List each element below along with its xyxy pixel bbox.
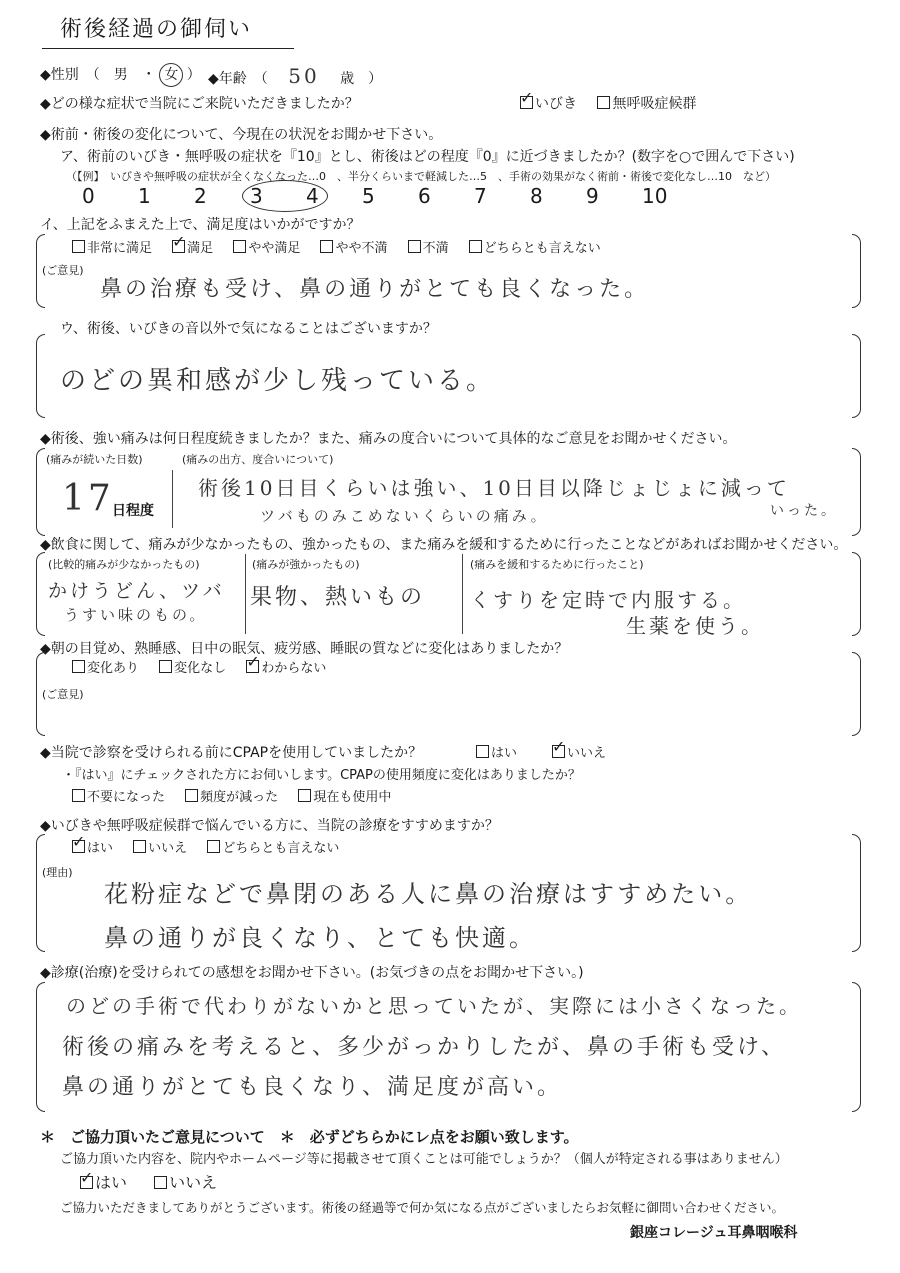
cpap-question: ◆当院で診察を受けられる前にCPAPを使用していましたか？ bbox=[40, 745, 423, 761]
comment-label: (ご意見) bbox=[42, 264, 84, 277]
checkbox-icon bbox=[597, 96, 610, 109]
score-8[interactable]: 8 bbox=[530, 184, 543, 208]
clinic-name: 銀座コレージュ耳鼻咽喉科 bbox=[630, 1225, 798, 1241]
food-question: ◆飲食に関して、痛みが少なかったもの、強かったもの、また痛みを緩和するために行ったことなどがあればお聞かせください。 bbox=[40, 537, 848, 553]
option-yes[interactable]: ✓はい bbox=[72, 841, 113, 856]
food-col3-line2[interactable]: 生薬を使う。 bbox=[626, 614, 764, 638]
option-satisfied[interactable]: ✓ 満足 bbox=[172, 241, 213, 256]
consent-options bbox=[80, 1170, 217, 1193]
score-7[interactable]: 7 bbox=[474, 184, 487, 208]
page-title: 術後経過の御伺い bbox=[60, 17, 253, 42]
option-unknown[interactable]: ✓ わからない bbox=[246, 661, 326, 676]
bracket-right bbox=[852, 334, 861, 418]
bracket-right bbox=[852, 652, 861, 736]
checkbox-icon bbox=[154, 1176, 167, 1189]
impression-line2[interactable]: 術後の痛みを考えると、多少がっかりしたが、鼻の手術も受け、 bbox=[62, 1035, 787, 1060]
other-concern-answer[interactable]: のどの異和感が少し残っている。 bbox=[60, 366, 496, 396]
score-10[interactable]: 10 bbox=[642, 184, 668, 208]
score-selection-mark bbox=[242, 180, 328, 212]
pain-question: ◆術後、強い痛みは何日程度続きましたか？また、痛みの度合いについて具体的なご意見をお聞かせください。 bbox=[40, 431, 737, 447]
score-9[interactable]: 9 bbox=[586, 184, 599, 208]
option-less-frequent[interactable]: 頻度が減った bbox=[185, 790, 278, 805]
consent-note: ＊ ご協力頂いたご意見について ＊ 必ずどちらかにレ点をお願い致します。 bbox=[40, 1128, 579, 1146]
checkbox-icon bbox=[520, 96, 533, 109]
checkbox-icon bbox=[72, 240, 85, 253]
checkbox-icon bbox=[552, 745, 565, 758]
option-dissatisfied[interactable]: 不満 bbox=[408, 241, 449, 256]
food-divider-2 bbox=[462, 554, 463, 634]
food-col3-line1[interactable]: くすりを定時で内服する。 bbox=[470, 588, 746, 612]
pain-detail-label: (痛みの出方、度合いについて) bbox=[182, 453, 334, 466]
impression-line1[interactable]: のどの手術で代わりがないかと思っていたが、実際には小さくなった。 bbox=[66, 994, 802, 1018]
other-concern-question: ウ、術後、いびきの音以外で気になることはございますか？ bbox=[60, 321, 437, 337]
thanks-message: ご協力いただきましてありがとうございます。術後の経過等で何か気になる点がございましたらお気軽に御問い合わせください。 bbox=[60, 1200, 785, 1215]
consent-no-option[interactable]: いいえ bbox=[154, 1173, 217, 1192]
checkbox-icon bbox=[80, 1176, 93, 1189]
score-6[interactable]: 6 bbox=[418, 184, 431, 208]
age-value[interactable]: 50 bbox=[288, 64, 320, 88]
option-no-change[interactable]: 変化なし bbox=[159, 661, 226, 676]
satisfaction-comment[interactable]: 鼻の治療も受け、鼻の通りがとても良くなった。 bbox=[100, 277, 650, 302]
pain-detail-line1[interactable]: 術後10日目くらいは強い、10日目以降じょじょに減って bbox=[198, 476, 790, 500]
age-unit: 歳 ） bbox=[340, 71, 383, 87]
food-col2-line1[interactable]: 果物、熱いもの bbox=[250, 585, 426, 610]
checkbox-icon bbox=[320, 240, 333, 253]
checkbox-icon bbox=[72, 840, 85, 853]
pain-days-label: (痛みが続いた日数) bbox=[46, 453, 143, 466]
checkbox-icon bbox=[159, 660, 172, 673]
pain-days-unit: 日程度 bbox=[112, 503, 154, 519]
age-row bbox=[208, 64, 382, 88]
food-col1-line1[interactable]: かけうどん、ツバ bbox=[48, 580, 225, 602]
food-col2-label: (痛みが強かったもの) bbox=[252, 558, 360, 571]
symptom-options bbox=[520, 93, 696, 113]
gender-label: ◆性別 （ 男 ・ bbox=[40, 67, 156, 83]
food-divider-1 bbox=[245, 554, 246, 634]
pain-days-value[interactable]: 17 bbox=[62, 478, 114, 519]
score-5[interactable]: 5 bbox=[362, 184, 375, 208]
bracket-right bbox=[852, 834, 861, 952]
gender-row: ◆性別 （ 男 ・ 女 ） bbox=[40, 64, 201, 84]
pain-detail-line3[interactable]: いった。 bbox=[770, 503, 838, 519]
reason-label: (理由) bbox=[42, 866, 73, 879]
consent-yes-option[interactable]: ✓はい bbox=[80, 1173, 127, 1192]
apnea-option[interactable]: 無呼吸症候群 bbox=[597, 96, 696, 112]
score-scale bbox=[80, 184, 700, 212]
score-0[interactable]: 0 bbox=[82, 184, 95, 208]
option-neither[interactable]: どちらとも言えない bbox=[469, 241, 601, 256]
food-col1-label: (比較的痛みが少なかったもの) bbox=[48, 558, 200, 571]
score-1[interactable]: 1 bbox=[138, 184, 151, 208]
impression-line3[interactable]: 鼻の通りがとても良くなり、満足度が高い。 bbox=[62, 1075, 563, 1100]
option-very-satisfied[interactable]: 非常に満足 bbox=[72, 241, 152, 256]
sleep-options bbox=[72, 657, 342, 676]
checkbox-icon bbox=[72, 789, 85, 802]
snoring-option[interactable]: ✓ いびき bbox=[520, 96, 577, 112]
bracket-right bbox=[852, 552, 861, 636]
bracket-left bbox=[36, 448, 45, 536]
title-underline bbox=[42, 48, 294, 49]
option-no[interactable]: いいえ bbox=[133, 841, 187, 856]
checkbox-icon bbox=[172, 240, 185, 253]
pain-detail-line2[interactable]: ツバものみこめないくらいの痛み。 bbox=[260, 507, 549, 525]
symptom-question: ◆どの様な症状で当院にご来院いただきましたか？ bbox=[40, 96, 359, 112]
score-3[interactable]: 3 bbox=[250, 184, 263, 208]
checkbox-icon bbox=[469, 240, 482, 253]
reason-line1[interactable]: 花粉症などで鼻閉のある人に鼻の治療はすすめたい。 bbox=[104, 880, 753, 908]
cpap-yes-option[interactable]: はい bbox=[476, 742, 517, 761]
gender-circle-mark bbox=[159, 63, 183, 87]
option-changed[interactable]: 変化あり bbox=[72, 661, 139, 676]
food-col1-line2[interactable]: うすい味のもの。 bbox=[64, 606, 208, 624]
pain-divider bbox=[172, 470, 173, 528]
change-example: （【例】 いびきや無呼吸の症状が全くなくなった…0 、半分くらいまで軽減した…5 、手術の効果がなく術前・術後で変化なし…10 など） bbox=[66, 170, 776, 183]
change-subquestion-a: ア、術前のいびき・無呼吸の症状を『10』とし、術後はどの程度『0』に近づきましたか？(数字を○で囲んで下さい) bbox=[60, 149, 795, 165]
option-no-longer-needed[interactable]: 不要になった bbox=[72, 790, 165, 805]
impression-question: ◆診療(治療)を受けられての感想をお聞かせ下さい。(お気づきの点をお聞かせ下さい。) bbox=[40, 965, 584, 981]
checkbox-icon bbox=[408, 240, 421, 253]
age-label: ◆年齢 （ bbox=[208, 71, 268, 87]
checkbox-icon bbox=[207, 840, 220, 853]
checkbox-icon bbox=[133, 840, 146, 853]
bracket-right bbox=[852, 448, 861, 536]
recommend-question: ◆いびきや無呼吸症候群で悩んでいる方に、当院の診療をすすめますか？ bbox=[40, 818, 499, 834]
bracket-right bbox=[852, 234, 861, 308]
bracket-left bbox=[36, 982, 45, 1112]
checkbox-icon bbox=[246, 660, 259, 673]
checkbox-icon bbox=[298, 789, 311, 802]
consent-question: ご協力頂いた内容を、院内やホームページ等に掲載させて頂くことは可能でしょうか？（個人が特定される事はありません） bbox=[60, 1152, 788, 1167]
cpap-subquestion: ・『はい』にチェックされた方にお伺いします。CPAPの使用頻度に変化はありましたか？ bbox=[62, 768, 581, 783]
cpap-frequency-options bbox=[72, 786, 407, 805]
satisfaction-question: イ、上記をふまえた上で、満足度はいかがですか？ bbox=[40, 217, 361, 233]
cpap-no-option[interactable]: ✓ いいえ bbox=[552, 742, 606, 761]
reason-line2[interactable]: 鼻の通りが良くなり、とても快適。 bbox=[104, 924, 536, 952]
bracket-left bbox=[36, 834, 45, 952]
checkbox-icon bbox=[185, 789, 198, 802]
gender-female[interactable]: 女 bbox=[164, 67, 182, 83]
recommend-options bbox=[72, 837, 355, 856]
satisfaction-options bbox=[72, 237, 617, 256]
option-somewhat-satisfied[interactable]: やや満足 bbox=[233, 241, 300, 256]
bracket-left bbox=[36, 334, 45, 418]
option-still-using[interactable]: 現在も使用中 bbox=[298, 790, 391, 805]
checkbox-icon bbox=[72, 660, 85, 673]
score-4[interactable]: 4 bbox=[306, 184, 319, 208]
option-neither[interactable]: どちらとも言えない bbox=[207, 841, 339, 856]
bracket-left bbox=[36, 552, 45, 636]
option-somewhat-dissatisfied[interactable]: やや不満 bbox=[320, 241, 387, 256]
checkbox-icon bbox=[476, 745, 489, 758]
checkbox-icon bbox=[233, 240, 246, 253]
food-col3-label: (痛みを緩和するために行ったこと) bbox=[470, 558, 644, 571]
change-question: ◆術前・術後の変化について、今現在の状況をお聞かせ下さい。 bbox=[40, 127, 443, 143]
sleep-comment-label: (ご意見) bbox=[42, 688, 84, 701]
score-2[interactable]: 2 bbox=[194, 184, 207, 208]
bracket-right bbox=[852, 982, 861, 1112]
sleep-question: ◆朝の目覚め、熟睡感、日中の眠気、疲労感、睡眠の質などに変化はありましたか？ bbox=[40, 641, 569, 657]
